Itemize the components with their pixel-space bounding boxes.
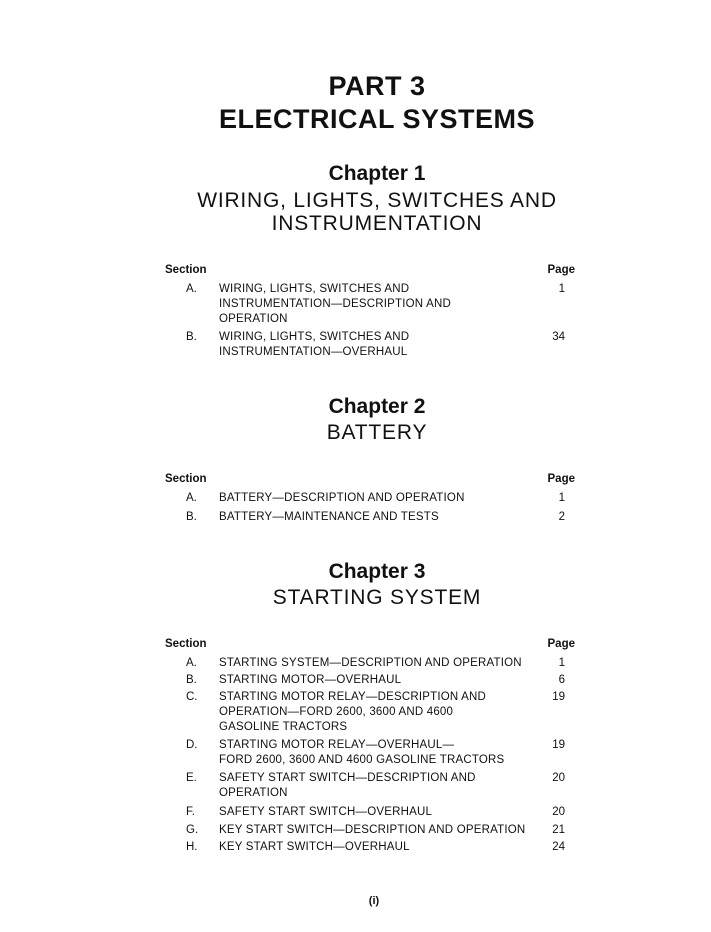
entry-title-line: SAFETY START SWITCH—DESCRIPTION AND — [219, 772, 476, 784]
toc-entry — [165, 805, 575, 820]
entry-letter: H. — [186, 841, 198, 853]
entry-letter: A. — [186, 283, 197, 295]
entry-letter: C. — [186, 691, 198, 703]
entry-title-line: BATTERY—DESCRIPTION AND OPERATION — [219, 492, 465, 504]
entry-page: 24 — [552, 841, 565, 853]
entry-title — [219, 738, 539, 768]
entry-page: 21 — [552, 824, 565, 836]
toc-header — [165, 473, 575, 490]
entry-title — [219, 840, 539, 855]
entry-page: 1 — [558, 492, 565, 504]
entry-title-line: GASOLINE TRACTORS — [219, 721, 348, 733]
entry-title — [219, 805, 539, 820]
entry-page: 20 — [552, 806, 565, 818]
entry-letter: E. — [186, 772, 197, 784]
chapter-1-name-line1: WIRING, LIGHTS, SWITCHES AND — [197, 189, 557, 212]
page-column-header: Page — [547, 264, 575, 276]
entry-title-line: STARTING SYSTEM—DESCRIPTION AND OPERATION — [219, 657, 522, 669]
entry-page: 2 — [558, 511, 565, 523]
entry-page: 34 — [552, 331, 565, 343]
entry-title-line: OPERATION — [219, 787, 288, 799]
entry-title — [219, 656, 539, 671]
entry-page: 20 — [552, 772, 565, 784]
entry-letter: F. — [186, 806, 195, 818]
toc-entry — [165, 673, 575, 688]
chapter-1-number: Chapter 1 — [328, 162, 426, 185]
entry-letter: D. — [186, 739, 198, 751]
part-name-title: ELECTRICAL SYSTEMS — [218, 104, 536, 134]
entry-letter: G. — [186, 824, 199, 836]
entry-title-line: KEY START SWITCH—DESCRIPTION AND OPERATION — [219, 824, 526, 836]
toc-entry — [165, 491, 575, 506]
chapter-2-toc — [165, 473, 575, 525]
entry-title-line: INSTRUMENTATION—OVERHAUL — [219, 346, 408, 358]
entry-page: 1 — [558, 283, 565, 295]
entry-title-line: KEY START SWITCH—OVERHAUL — [219, 841, 410, 853]
entry-title-line: WIRING, LIGHTS, SWITCHES AND — [219, 283, 410, 295]
entry-title-line: BATTERY—MAINTENANCE AND TESTS — [219, 511, 439, 523]
toc-entry — [165, 282, 575, 327]
page-column-header: Page — [547, 638, 575, 650]
toc-entry — [165, 690, 575, 735]
chapter-1-name-line2: INSTRUMENTATION — [271, 212, 483, 235]
entry-title — [219, 330, 539, 360]
chapter-3-name-line1: STARTING SYSTEM — [272, 586, 482, 609]
entry-title — [219, 823, 539, 838]
entry-title-line: STARTING MOTOR—OVERHAUL — [219, 674, 402, 686]
entry-letter: B. — [186, 331, 197, 343]
section-column-header: Section — [165, 264, 207, 276]
toc-entry — [165, 738, 575, 768]
entry-title-line: SAFETY START SWITCH—OVERHAUL — [219, 806, 433, 818]
entry-page: 19 — [552, 739, 565, 751]
toc-entry — [165, 656, 575, 671]
toc-entry — [165, 840, 575, 855]
entry-title-line: OPERATION—FORD 2600, 3600 AND 4600 — [219, 706, 454, 718]
chapter-3-number: Chapter 3 — [328, 560, 426, 583]
chapter-3-toc — [165, 638, 575, 855]
chapter-2-name-line1: BATTERY — [326, 421, 428, 444]
entry-title — [219, 771, 539, 801]
entry-letter: B. — [186, 674, 197, 686]
chapter-2-number: Chapter 2 — [328, 395, 426, 418]
toc-entry — [165, 771, 575, 801]
toc-entry — [165, 823, 575, 838]
entry-title-line: FORD 2600, 3600 AND 4600 GASOLINE TRACTORS — [219, 754, 505, 766]
entry-title — [219, 690, 539, 735]
entry-title-line: INSTRUMENTATION—DESCRIPTION AND — [219, 298, 451, 310]
section-column-header: Section — [165, 638, 207, 650]
entry-title-line: OPERATION — [219, 313, 288, 325]
entry-letter: A. — [186, 657, 197, 669]
entry-page: 6 — [558, 674, 565, 686]
toc-entry — [165, 330, 575, 360]
page-column-header: Page — [547, 473, 575, 485]
page-number: (i) — [368, 895, 380, 907]
toc-entry — [165, 510, 575, 525]
entry-page: 1 — [558, 657, 565, 669]
chapter-1-toc — [165, 264, 575, 360]
entry-letter: B. — [186, 511, 197, 523]
section-column-header: Section — [165, 473, 207, 485]
entry-title-line: STARTING MOTOR RELAY—OVERHAUL— — [219, 739, 455, 751]
entry-title-line: WIRING, LIGHTS, SWITCHES AND — [219, 331, 410, 343]
part-number-title: PART 3 — [328, 71, 426, 101]
entry-title-line: STARTING MOTOR RELAY—DESCRIPTION AND — [219, 691, 487, 703]
toc-header — [165, 638, 575, 655]
entry-title — [219, 282, 539, 327]
entry-title — [219, 510, 539, 525]
toc-header — [165, 264, 575, 281]
entry-title — [219, 673, 539, 688]
entry-title — [219, 491, 539, 506]
entry-page: 19 — [552, 691, 565, 703]
entry-letter: A. — [186, 492, 197, 504]
